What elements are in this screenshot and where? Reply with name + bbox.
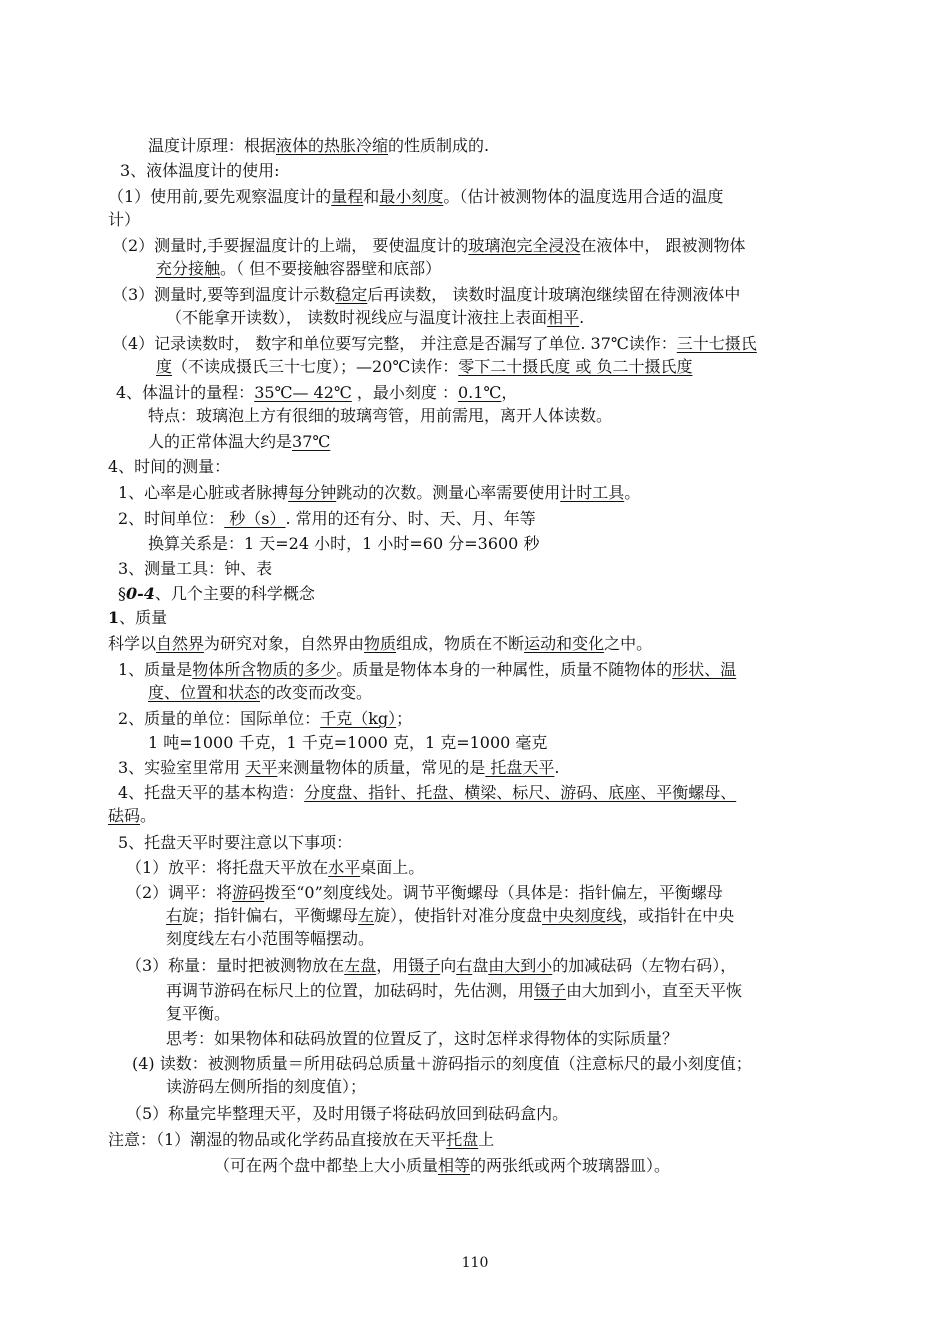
- underlined-term: 液体的热胀冷缩: [276, 136, 389, 155]
- text-run: 注意：（1）潮湿的物品或化学药品直接放在天平: [108, 1130, 447, 1149]
- underlined-term: 中央刻度线: [542, 906, 623, 925]
- text-run: 特点：玻璃泡上方有很细的玻璃弯管，用前需甩，离开人体读数。: [148, 406, 613, 425]
- text-line: [112, 284, 740, 306]
- underlined-term: 分度盘、指针、托盘、横梁、标尺、游码、底座、平衡螺母、: [304, 783, 737, 802]
- text-line: [126, 1103, 568, 1125]
- underlined-term: 物质: [364, 634, 397, 653]
- text-run: 跳动的次数。测量心率需要使用: [336, 483, 561, 502]
- text-run: 5、托盘天平时要注意以下事项：: [118, 833, 353, 852]
- text-run: （1）使用前,要先观察温度计的: [108, 187, 332, 206]
- text-line: [148, 135, 489, 157]
- underlined-term: 每分钟: [288, 483, 337, 502]
- underlined-term: 稳定: [335, 285, 368, 304]
- underlined-term: 物体所含物质的多少: [192, 660, 337, 679]
- underlined-term: 千克（kg）: [320, 709, 397, 728]
- text-run: 的加减砝码（左物右码），: [552, 956, 737, 975]
- text-run: 读游码左侧所指的刻度值）；: [166, 1077, 367, 1096]
- text-line: [108, 209, 140, 231]
- text-run: 再调节游码在标尺上的位置，加砝码时，先估测，用: [166, 981, 535, 1000]
- text-run: 。（估计被测物体的温度选用合适的温度: [443, 187, 724, 206]
- text-run: ，或指针在中央: [622, 906, 735, 925]
- text-run: 2、质量的单位：国际单位：: [118, 709, 321, 728]
- text-run: 4、托盘天平的基本构造：: [118, 783, 305, 802]
- text-run: （5）称量完毕整理天平，及时用镊子将砝码放回到砝码盒内。: [126, 1104, 569, 1123]
- text-run: 的改变而改变。: [260, 683, 373, 702]
- underlined-term: 砝码: [108, 806, 141, 825]
- text-line: [148, 732, 547, 754]
- text-run: 。: [624, 483, 641, 502]
- text-run: 4、时间的测量：: [108, 457, 231, 476]
- text-run: （3）测量时,要等到温度计示数: [112, 285, 336, 304]
- text-run: 的性质制成的.: [388, 136, 490, 155]
- text-run: 2、时间单位：: [118, 509, 225, 528]
- underlined-term: 左: [358, 906, 375, 925]
- text-line: [148, 431, 330, 453]
- underlined-term: 形状、温: [672, 660, 737, 679]
- underlined-term: 量程: [331, 187, 364, 206]
- text-run: 1、心率是心脏或者脉搏: [118, 483, 289, 502]
- text-run: （不能拿开读数）， 读数时视线应与温度计液拄上表面: [166, 308, 548, 327]
- text-run: . 常用的还有分、时、天、月、年等: [285, 509, 536, 528]
- text-run: 盘: [472, 956, 489, 975]
- text-line: [166, 1076, 366, 1098]
- text-run: ，用: [376, 956, 409, 975]
- text-run: （1）放平：将托盘天平放在: [126, 858, 329, 877]
- underlined-term: 自然界: [156, 634, 205, 653]
- page-number: 110: [461, 1255, 489, 1271]
- underlined-term: 0.1℃: [457, 383, 502, 402]
- text-run: 温度计原理：根据: [148, 136, 277, 155]
- text-run: 、质量: [119, 608, 168, 627]
- text-run: 思考：如果物体和砝码放置的位置反了，这时怎样求得物体的实际质量？: [166, 1029, 679, 1048]
- underlined-term: 充分接触: [156, 259, 221, 278]
- text-line: [166, 1003, 230, 1025]
- underlined-term: 35℃— 42℃: [254, 383, 352, 402]
- text-run: 1、质量是: [118, 660, 193, 679]
- underlined-term: 三十七摄氏: [676, 334, 757, 353]
- text-run: ，: [501, 383, 518, 402]
- text-run: 科学以: [108, 634, 157, 653]
- text-line: [108, 1129, 494, 1151]
- text-line: [126, 857, 424, 879]
- text-line: [126, 955, 736, 977]
- text-line: [156, 258, 441, 280]
- underlined-term: 玻璃泡完全浸没: [468, 236, 581, 255]
- text-run: （4）记录读数时， 数字和单位要写完整， 并注意是否漏写了单位. 37℃读作：: [112, 334, 677, 353]
- text-run: 之中。: [604, 634, 653, 653]
- text-line: [108, 186, 723, 208]
- underlined-term: 镊子: [534, 981, 567, 1000]
- text-run: 上: [478, 1130, 495, 1149]
- underlined-term: 37℃: [292, 432, 331, 451]
- text-run: 3、测量工具：钟、表: [118, 559, 273, 578]
- text-line: [108, 805, 156, 827]
- text-line: [116, 382, 517, 404]
- text-run: 0-4: [126, 584, 155, 603]
- text-line: [108, 633, 652, 655]
- text-run: 复平衡。: [166, 1004, 231, 1023]
- text-line: [126, 882, 723, 904]
- text-line: [118, 583, 315, 605]
- text-run: 4、体温计的量程：: [116, 383, 255, 402]
- underlined-term: 镊子: [408, 956, 441, 975]
- underlined-term: 零下二十摄氏度 或 负二十摄氏度: [458, 357, 693, 376]
- text-line: [120, 160, 280, 182]
- text-line: [166, 307, 584, 329]
- text-line: [112, 333, 757, 355]
- text-line: [108, 456, 230, 478]
- text-run: 由大加到小，直至天平恢: [566, 981, 743, 1000]
- underlined-term: 天平: [245, 758, 278, 777]
- underlined-term: 水平: [328, 858, 361, 877]
- text-line: [166, 1028, 678, 1050]
- text-run: 。: [140, 806, 157, 825]
- text-run: 、几个主要的科学概念: [154, 584, 315, 603]
- underlined-term: 相平: [547, 308, 580, 327]
- text-run: 后再读数， 读数时温度计玻璃泡继续留在待测液体中: [367, 285, 741, 304]
- underlined-term: 度: [156, 357, 173, 376]
- text-line: [118, 508, 536, 530]
- text-run: 换算关系是：1 天=24 小时，1 小时=60 分=3600 秒: [148, 534, 540, 553]
- underlined-term: 相等: [438, 1156, 471, 1175]
- text-run: 旋），使指针对准分度盘: [374, 906, 543, 925]
- text-line: [214, 1155, 670, 1177]
- text-run: 组成，物质在不断: [396, 634, 525, 653]
- text-run: 刻度线左右小范围等幅摆动。: [166, 929, 375, 948]
- text-run: 向: [440, 956, 457, 975]
- text-line: [112, 235, 745, 257]
- underlined-term: 右: [166, 906, 183, 925]
- text-run: 来测量物体的质量，常见的是: [277, 758, 486, 777]
- underlined-term: 托盘: [446, 1130, 479, 1149]
- text-run: 3、液体温度计的使用:: [120, 161, 280, 180]
- text-line: [118, 558, 272, 580]
- text-line: [166, 928, 374, 950]
- underlined-term: 游码: [232, 883, 265, 902]
- text-line: [148, 682, 372, 704]
- text-run: 为研究对象，自然界由: [204, 634, 365, 653]
- underlined-term: 最小刻度: [379, 187, 444, 206]
- text-run: （3）称量：量时把被测物放在: [126, 956, 345, 975]
- text-line: [166, 905, 734, 927]
- text-run: （可在两个盘中都垫上大小质量: [214, 1156, 439, 1175]
- text-run: 旋；指针偏右，平衡螺母: [182, 906, 359, 925]
- underlined-term: 右: [456, 956, 473, 975]
- text-run: 人的正常体温大约是: [148, 432, 293, 451]
- text-line: [148, 405, 612, 427]
- underlined-term: 度、位置和状态: [148, 683, 261, 702]
- underlined-term: 运动和变化: [524, 634, 605, 653]
- underlined-term: 左盘: [344, 956, 377, 975]
- underlined-term: 托盘天平: [485, 758, 555, 777]
- text-run: 在液体中， 跟被测物体: [580, 236, 746, 255]
- text-run: 1 吨=1000 千克，1 千克=1000 克，1 克=1000 毫克: [148, 733, 548, 752]
- text-run: 拨至“0”刻度线处。调节平衡螺母（具体是：指针偏左，平衡螺母: [264, 883, 723, 902]
- text-run: .: [554, 758, 560, 777]
- text-line: [118, 757, 560, 779]
- text-line: [148, 533, 539, 555]
- underlined-term: 计时工具: [560, 483, 625, 502]
- text-run: （不读成摄氏三十七度）；—20℃读作：: [172, 357, 459, 376]
- text-run: 1: [108, 608, 120, 627]
- text-line: [108, 607, 167, 629]
- text-line: [118, 482, 640, 504]
- text-line: [156, 356, 692, 378]
- text-line: [118, 832, 352, 854]
- text-run: 和: [363, 187, 380, 206]
- underlined-term: 秒（s）: [224, 509, 286, 528]
- text-run: (4) 读数：被测物质量＝所用砝码总质量＋游码指示的刻度值（注意标尺的最小刻度值；: [132, 1054, 752, 1073]
- text-run: 桌面上。: [360, 858, 425, 877]
- text-run: 。质量是物体本身的一种属性，质量不随物体的: [336, 660, 673, 679]
- text-run: §: [118, 584, 126, 603]
- text-run: （2）测量时,手要握温度计的上端， 要使温度计的: [112, 236, 469, 255]
- text-line: [118, 782, 736, 804]
- text-run: （2）调平：将: [126, 883, 233, 902]
- text-run: 的两张纸或两个玻璃器皿）。: [470, 1156, 671, 1175]
- text-run: 。（ 但不要接触容器壁和底部）: [220, 259, 442, 278]
- underlined-term: 由大到小: [488, 956, 553, 975]
- text-run: 3、实验室里常用: [118, 758, 246, 777]
- text-line: [118, 659, 736, 681]
- text-run: 计）: [108, 210, 141, 229]
- text-line: [132, 1053, 752, 1075]
- text-line: [166, 980, 742, 1002]
- text-run: ；: [396, 709, 413, 728]
- text-run: ，最小刻度 ：: [351, 383, 458, 402]
- text-run: .: [579, 308, 585, 327]
- text-line: [118, 708, 412, 730]
